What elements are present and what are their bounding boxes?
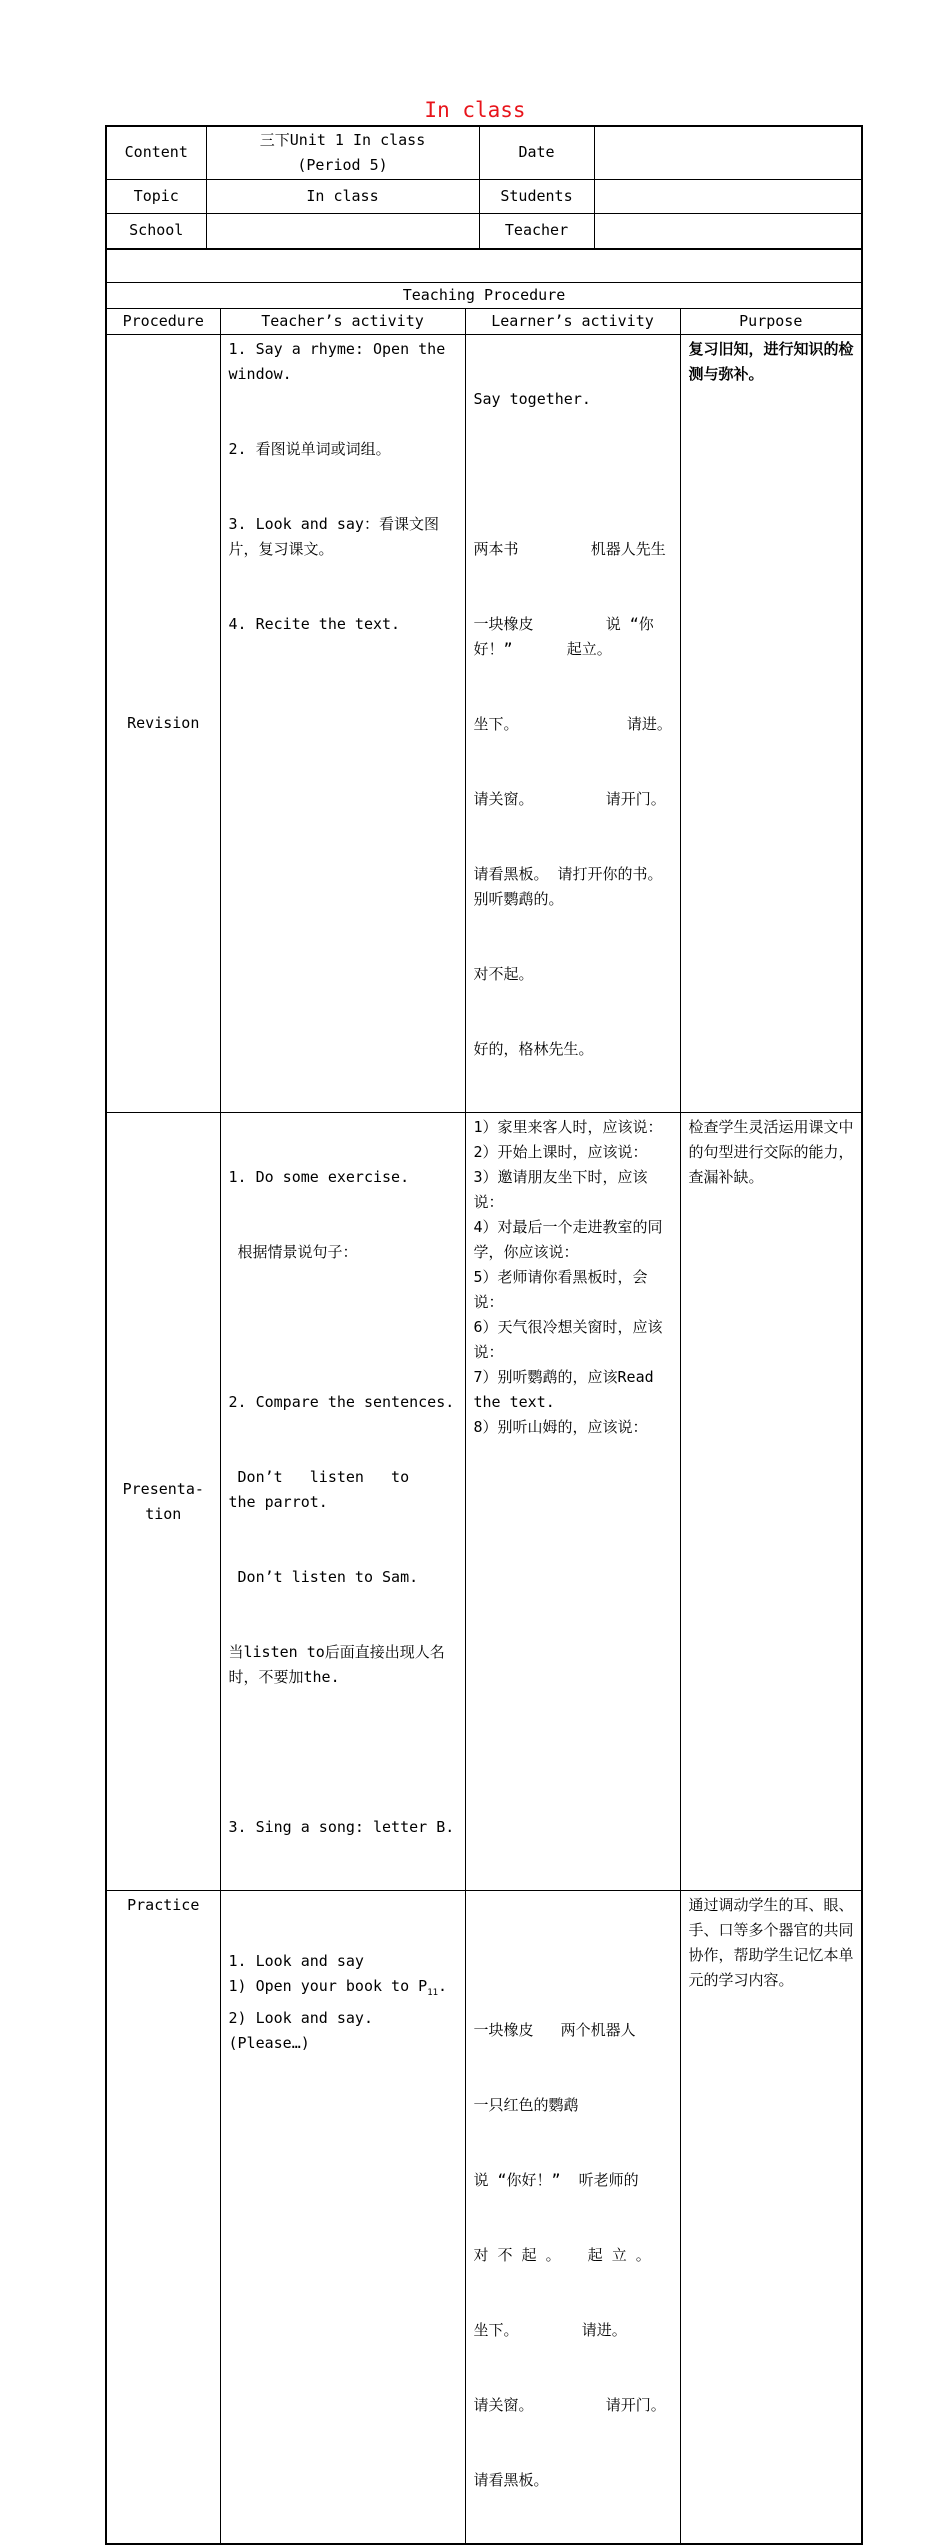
presentation-learner-line-6: 6）天气很冷想关窗时，应该说： (473, 1318, 663, 1361)
presentation-teacher-line-2: 根据情景说句子： (228, 1243, 358, 1261)
content-line-2: (Period 5) (297, 155, 388, 174)
revision-learner-line-6: 请看黑板。 请打开你的书。别听鹦鹉的。 (473, 865, 663, 908)
students-value (594, 179, 862, 213)
practice-learner-line-1: 一块橡皮 两个机器人 (473, 2021, 636, 2039)
presentation-teacher-activity (220, 1113, 465, 1891)
presentation-learner-activity (465, 1113, 680, 1891)
presentation-label-line-1: Presenta- (122, 1479, 204, 1498)
revision-learner-line-8: 好的，格林先生。 (473, 1040, 594, 1058)
revision-teacher-step-4: 4. Recite the text. (228, 615, 401, 633)
date-label: Date (479, 126, 594, 179)
revision-learner-activity (465, 335, 680, 1113)
date-value (594, 126, 862, 179)
school-label: School (106, 213, 206, 249)
presentation-learner-line-7: 7）别听鹦鹉的，应该Read the text. (473, 1368, 654, 1411)
presentation-purpose: 检查学生灵活运用课文中的句型进行交际的能力，查漏补缺。 (680, 1113, 862, 1891)
revision-teacher-step-1: 1. Say a rhyme: Open the window. (228, 340, 446, 383)
presentation-label (106, 1113, 220, 1891)
revision-learner-line-2: 两本书 机器人先生 (473, 540, 666, 558)
topic-label: Topic (106, 179, 206, 213)
presentation-teacher-line-3: 2. Compare the sentences. (228, 1393, 455, 1411)
practice-teacher-line-2: 1) Open your book to $P_{11}$. (228, 1977, 448, 1998)
revision-label: Revision (106, 335, 220, 1113)
presentation-teacher-line-7: 3. Sing a song: letter B. (228, 1818, 455, 1836)
students-label: Students (479, 179, 594, 213)
page-number-subscript: 11 (427, 1988, 439, 1998)
teaching-procedure-heading: Teaching Procedure (106, 283, 862, 309)
presentation-learner-line-5: 5）老师请你看黑板时，会说： (473, 1268, 648, 1311)
revision-teacher-step-2: 2. 看图说单词或词组。 (228, 440, 391, 458)
presentation-learner-line-3: 3）邀请朋友坐下时，应该说： (473, 1168, 648, 1211)
revision-teacher-activity (220, 335, 465, 1113)
revision-learner-line-5: 请关窗。 请开门。 (473, 790, 666, 808)
page-title: In class (424, 98, 526, 122)
revision-learner-line-3: 一块橡皮 说 “你好！” 起立。 (473, 615, 654, 658)
practice-learner-line-4: 对 不 起 。 起 立 。 (473, 2246, 651, 2264)
column-header-learner-activity: Learner’s activity (465, 309, 680, 335)
column-header-purpose: Purpose (680, 309, 862, 335)
revision-learner-line-1: Say together. (473, 390, 591, 408)
revision-learner-line-4: 坐下。 请进。 (473, 715, 672, 733)
blank-row (106, 249, 862, 283)
presentation-row (106, 1113, 862, 1891)
practice-learner-line-3: 说 “你好！” 听老师的 (473, 2171, 639, 2189)
practice-label: Practice (106, 1891, 220, 2545)
practice-teacher-line-1: 1. Look and say (228, 1952, 364, 1970)
practice-teacher-line-3: 2) Look and say. (Please…) (228, 2009, 373, 2052)
presentation-teacher-line-5: Don’t listen to Sam. (228, 1568, 419, 1586)
revision-row (106, 335, 862, 1113)
practice-teacher-activity (220, 1891, 465, 2545)
practice-row (106, 1891, 862, 2545)
presentation-learner-line-4: 4）对最后一个走进教室的同学，你应该说： (473, 1218, 663, 1261)
presentation-teacher-line-4: Don’t listen to the parrot. (228, 1468, 437, 1511)
practice-purpose: 通过调动学生的耳、眼、手、口等多个器官的共同协作，帮助学生记忆本单元的学习内容。 (680, 1891, 862, 2545)
presentation-learner-line-1: 1）家里来客人时，应该说： (473, 1118, 663, 1136)
practice-learner-activity (465, 1891, 680, 2545)
practice-learner-line-5: 坐下。 请进。 (473, 2321, 627, 2339)
practice-learner-line-6: 请关窗。 请开门。 (473, 2396, 666, 2414)
presentation-label-line-2: tion (145, 1504, 182, 1523)
content-value (206, 126, 479, 179)
teaching-procedure-table (105, 248, 863, 2545)
revision-learner-line-7: 对不起。 (473, 965, 534, 983)
practice-learner-line-2: 一只红色的鹦鹉 (473, 2096, 579, 2114)
column-header-procedure: Procedure (106, 309, 220, 335)
revision-teacher-step-3: 3. Look and say：看课文图片，复习课文。 (228, 515, 439, 558)
teacher-value (594, 213, 862, 249)
content-label: Content (106, 126, 206, 179)
practice-learner-line-7: 请看黑板。 (473, 2471, 549, 2489)
presentation-learner-line-2: 2）开始上课时，应该说： (473, 1143, 648, 1161)
lesson-info-table (105, 125, 863, 250)
presentation-teacher-line-6: 当listen to后面直接出现人名时，不要加the. (228, 1643, 445, 1686)
teacher-label: Teacher (479, 213, 594, 249)
revision-purpose: 复习旧知，进行知识的检测与弥补。 (680, 335, 862, 1113)
content-line-1: 三下Unit 1 In class (259, 130, 426, 149)
topic-value: In class (206, 179, 479, 213)
presentation-teacher-line-1: 1. Do some exercise. (228, 1168, 410, 1186)
presentation-learner-line-8: 8）别听山姆的，应该说： (473, 1418, 648, 1436)
school-value (206, 213, 479, 249)
column-header-teacher-activity: Teacher’s activity (220, 309, 465, 335)
